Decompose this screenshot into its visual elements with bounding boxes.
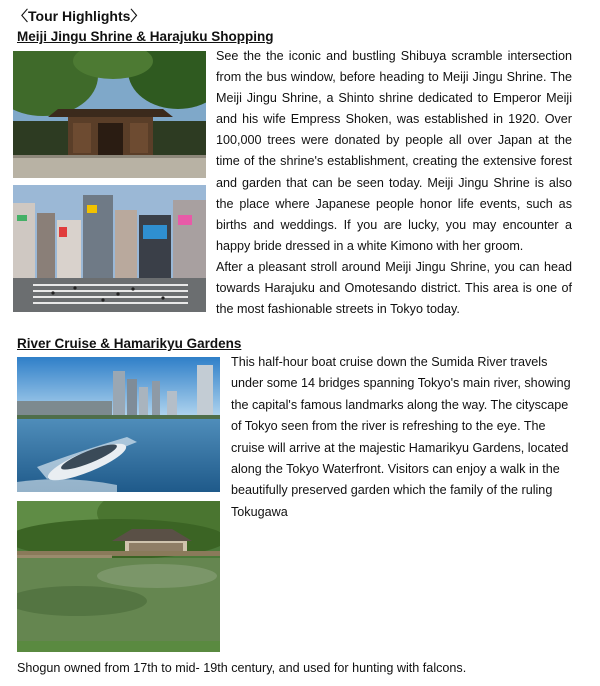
tour-highlights-heading: 〈Tour Highlights〉 bbox=[14, 8, 145, 24]
section-title-river-cruise: River Cruise & Hamarikyu Gardens bbox=[17, 336, 242, 351]
section1-body-text bbox=[216, 46, 572, 320]
section2-body-text: This half-hour boat cruise down the Sumida River travels under some 14 bridges spanning Tokyo's main river, showing the capital's famous landmarks along the way. The cityscape of Tokyo seen from the river is refreshing to the eye. The cruise will arrive at the majestic Hamarikyu Gardens, located along the Tokyo Waterfront. Visitors can enjoy a walk in the beautifully preserved garden which the family of the ruling Tokugawa bbox=[231, 355, 571, 519]
sumida-river-cruise-photo bbox=[17, 357, 220, 492]
hamarikyu-gardens-teahouse-photo bbox=[17, 501, 220, 652]
section1-paragraph-2: After a pleasant stroll around Meiji Jingu Shrine, you can head towards Harajuku and Omotesando district. This area is one of the most fashionable streets in Tokyo today. bbox=[216, 259, 572, 317]
meiji-jingu-shrine-gate-photo bbox=[13, 51, 206, 178]
section2-body-text-continued: Shogun owned from 17th to mid- 19th century, and used for hunting with falcons. bbox=[17, 661, 467, 675]
section1-paragraph-1: See the the iconic and bustling Shibuya scramble intersection from the bus window, before heading to Meiji Jingu Shrine. The Meiji Jingu Shrine, a Shinto shrine dedicated to Emperor Meiji and his wife Empress Shoken, was established in 1920. Over 100,000 trees were donated by people all over Japan at the time of the shrine's establishment, creating the extensive forest and garden that can be seen today. Meiji Jingu Shrine is also the place where Japanese people honor life events, such as births and weddings. If you are lucky, you may encounter a happy bride dressed in a white Kimono with her groom. bbox=[216, 49, 572, 253]
shibuya-crossing-photo bbox=[13, 185, 206, 312]
section-title-meiji-jingu: Meiji Jingu Shrine & Harajuku Shopping bbox=[17, 29, 274, 44]
